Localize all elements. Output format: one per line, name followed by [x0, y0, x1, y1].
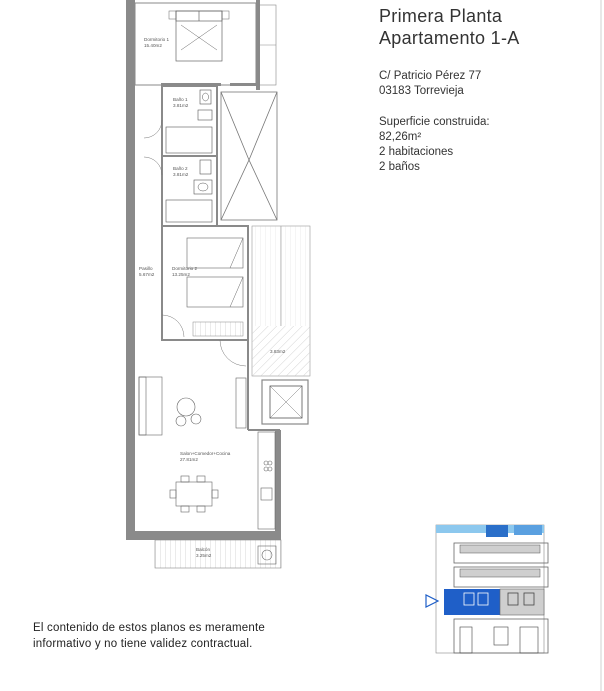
specs-line1: Superficie construida: [379, 116, 490, 128]
page-title [379, 5, 520, 49]
salon-area: 27.81m2 [180, 457, 198, 462]
pasillo-area: 5.67m2 [139, 272, 155, 277]
page-edge [600, 0, 602, 691]
salon-name: Salon+Comedor+Cocina [180, 451, 231, 456]
bano1-area: 3.81m2 [173, 103, 189, 108]
title-line1: Primera Planta [379, 6, 503, 26]
disclaimer [33, 620, 265, 652]
address [379, 69, 481, 99]
lift-area: 3.83m2 [270, 349, 286, 354]
specs-line2: 82,26m² [379, 131, 422, 143]
salon-furniture [139, 377, 218, 512]
address-line1: C/ Patricio Pérez 77 [379, 70, 482, 82]
dorm2-area: 13.25m2 [172, 272, 190, 277]
balcon-name: Balcón [196, 547, 211, 552]
pasillo-name: Pasillo [139, 266, 153, 271]
dormitorio-2 [162, 226, 248, 340]
title-line2: Apartamento 1-A [379, 28, 520, 48]
specs-line3: 2 habitaciones [379, 146, 454, 158]
bano2-area: 3.81m2 [173, 172, 189, 177]
address-line2: 03183 Torrevieja [379, 85, 464, 97]
building-facade-locator [424, 521, 549, 654]
stair-shaft [221, 92, 277, 220]
kitchen [258, 432, 275, 529]
disclaimer-line1: El contenido de estos planos es meramente [33, 622, 265, 634]
balcon-area: 3.25m2 [196, 553, 212, 558]
specs [379, 115, 490, 175]
specs-line4: 2 baños [379, 161, 420, 173]
dorm1-name: Dormitorio 1 [144, 37, 170, 42]
balcony [155, 540, 281, 568]
bano2-name: Baño 2 [173, 166, 188, 171]
bano1-name: Baño 1 [173, 97, 188, 102]
lift [236, 378, 308, 428]
disclaimer-line2: informativo y no tiene validez contractual. [33, 638, 253, 650]
dorm1-area: 15.40m2 [144, 43, 162, 48]
dorm2-name: Dormitorio 2 [172, 266, 198, 271]
